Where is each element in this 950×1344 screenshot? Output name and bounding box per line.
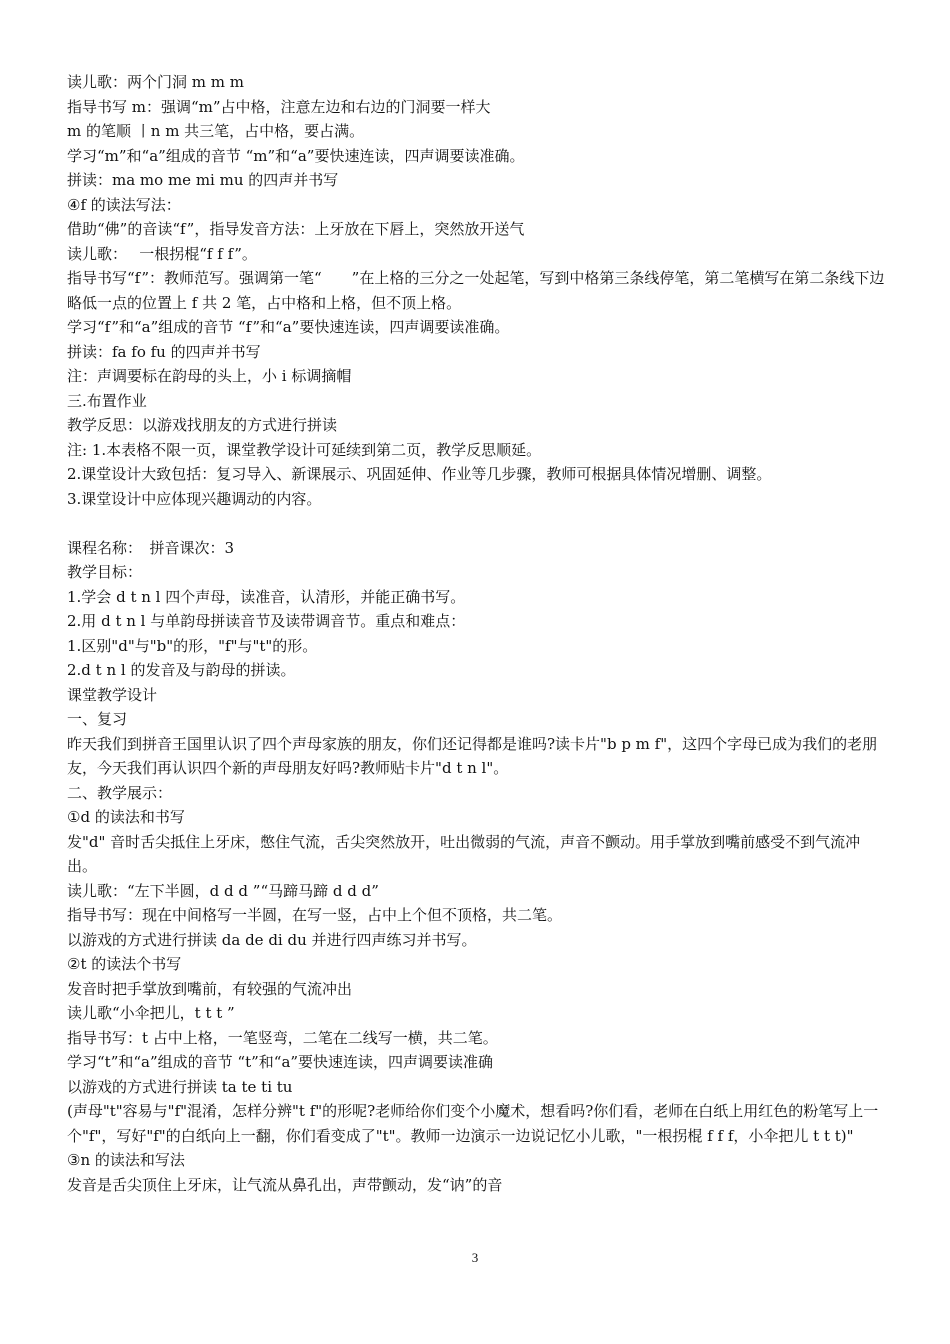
text-paragraph: 指导书写“f”：教师范写。强调第一笔“ ”在上格的三分之一处起笔，写到中格第三条线停笔，第二笔横写在第二条线下边略低一点的位置上 f 共 2 笔，占中格和上格，但不顶上格。 [67,269,885,312]
section-heading: ②t 的读法个书写 [67,955,182,973]
text-line: 读儿歌：“左下半圆，d d d ”“马蹄马蹄 d d d” [67,881,379,900]
text-line: 1.区别"d"与"b"的形，"f"与"t"的形。 [67,636,318,655]
text-line: 读儿歌：两个门洞 m m m [67,73,244,91]
text-line: 1.学会 d t n l 四个声母，读准音，认清形，并能正确书写。 [67,587,466,606]
text-line: 以游戏的方式进行拼读 ta te ti tu [67,1077,293,1096]
text-line: 2.用 d t n l 与单韵母拼读音节及读带调音节。重点和难点： [67,612,466,630]
course-title: 课程名称： 拼音课次：3 [67,538,235,557]
text-line: 读儿歌： 一根拐棍“f f f”。 [67,244,257,263]
text-line: 借助“佛”的音读“f”，指导发音方法：上牙放在下唇上，突然放开送气 [67,220,525,238]
section-heading: ④f 的读法写法： [67,195,181,214]
text-line: 指导书写：现在中间格写一半圆，在写一竖，占中上个但不顶格，共二笔。 [67,906,563,924]
section-heading: ③n 的读法和写法 [67,1151,185,1169]
text-paragraph: (声母"t"容易与"f"混淆，怎样分辨"t f"的形呢?老师给你们变个小魔术，想看吗?你们看，老师在白纸上用红色的粉笔写上一个"f"，写好"f"的白纸向上一翻，你们看变成了"t"。教师一边演示一边说记忆小儿歌，"一根拐棍 f f f，小伞把儿 t t t)" [67,1102,879,1145]
note-line: 3.课堂设计中应体现兴趣调动的内容。 [67,489,322,508]
text-paragraph: 昨天我们到拼音王国里认识了四个声母家族的朋友，你们还记得都是谁吗?读卡片"b p m f"，这四个字母已成为我们的老朋友，今天我们再认识四个新的声母朋友好吗?教师贴卡片"d t n l"。 [67,734,878,777]
text-line: m 的笔顺 丨n m 共三笔，占中格，要占满。 [67,122,365,140]
section-heading: 一、复习 [67,710,128,728]
text-line: 发音是舌尖顶住上牙床，让气流从鼻孔出，声带颤动，发“讷”的音 [67,1175,503,1194]
text-line: 指导书写：t 占中上格，一笔竖弯，二笔在二线写一横，共二笔。 [67,1028,498,1047]
note-line: 2.课堂设计大致包括：复习导入、新课展示、巩固延伸、作业等几步骤，教师可根据具体情况增删、调整。 [67,465,772,483]
section-heading: ①d 的读法和书写 [67,808,185,826]
text-paragraph: 发"d" 音时舌尖抵住上牙床，憋住气流，舌尖突然放开，吐出微弱的气流，声音不颤动。用手掌放到嘴前感受不到气流冲出。 [67,832,861,875]
text-line: 拼读：ma mo me mi mu 的四声并书写 [67,171,339,189]
section-heading: 二、教学展示： [67,783,173,802]
text-line: 学习“f”和“a”组成的音节 “f”和“a”要快速连读，四声调要读准确。 [67,318,510,336]
section-heading: 课堂教学设计 [67,685,158,704]
section-heading: 三.布置作业 [67,391,147,410]
text-line: 注：声调要标在韵母的头上，小 i 标调摘帽 [67,367,352,385]
text-line: 学习“t”和“a”组成的音节 “t”和“a”要快速连读，四声调要读准确 [67,1053,494,1071]
text-line: 以游戏的方式进行拼读 da de di du 并进行四声练习并书写。 [67,930,477,949]
text-line: 教学反思：以游戏找朋友的方式进行拼读 [67,416,338,434]
text-line: 读儿歌“小伞把儿，t t t ” [67,1004,235,1022]
page-number: 3 [471,1250,479,1265]
note-line: 注: 1.本表格不限一页，课堂教学设计可延续到第二页，教学反思顺延。 [67,440,542,459]
text-line: 2.d t n l 的发音及与韵母的拼读。 [67,661,296,679]
document-body [67,70,885,1197]
text-line: 学习“m”和“a”组成的音节 “m”和“a”要快速连读，四声调要读准确。 [67,146,525,165]
text-line: 指导书写 m：强调“m”占中格，注意左边和右边的门洞要一样大 [67,97,491,116]
text-line: 拼读：fa fo fu 的四声并书写 [67,342,261,361]
text-line: 发音时把手掌放到嘴前，有较强的气流冲出 [67,979,353,998]
section-heading: 教学目标： [67,563,143,581]
blank-line [67,511,885,536]
